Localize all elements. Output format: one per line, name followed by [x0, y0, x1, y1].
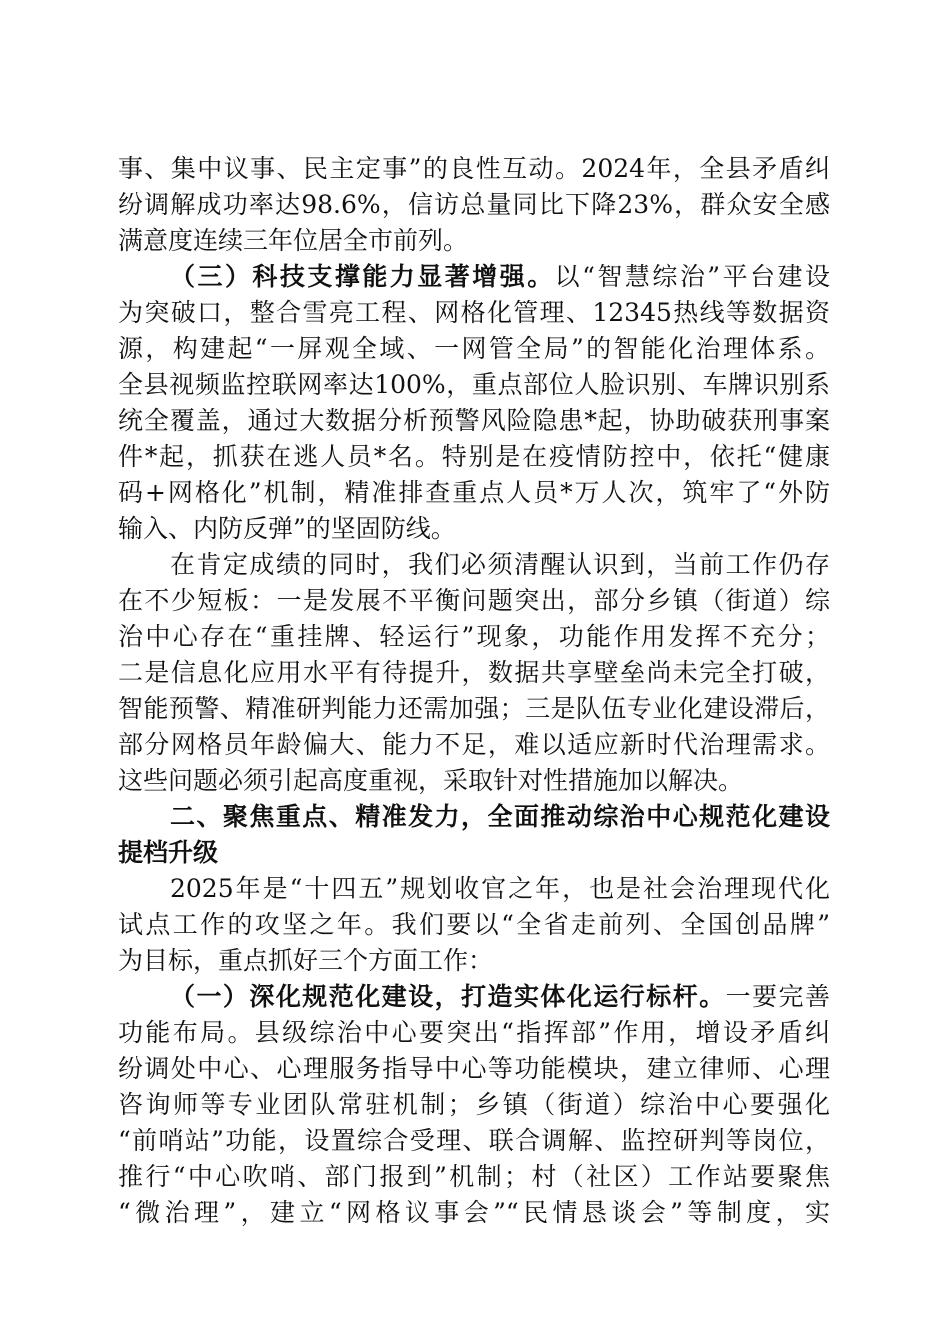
section-subheading: （一）深化规范化建设，打造实体化运行标杆。: [170, 982, 726, 1011]
paragraph-line: 事、集中议事、民主定事”的良性互动。2024年，全县矛盾纠: [118, 154, 830, 183]
paragraph-line: 2025年是“十四五”规划收官之年，也是社会治理现代化: [170, 874, 830, 903]
paragraph-line: 治中心存在“重挂牌、轻运行”现象，功能作用发挥不充分；: [118, 622, 830, 651]
paragraph-line: 为突破口，整合雪亮工程、网格化管理、12345热线等数据资: [118, 298, 830, 327]
section-subheading: （三）科技支撑能力显著增强。: [170, 262, 555, 291]
paragraph-line: 咨询师等专业团队常驻机制；乡镇（街道）综治中心要强化: [118, 1090, 830, 1119]
paragraph-line: 试点工作的攻坚之年。我们要以“全省走前列、全国创品牌”: [118, 910, 830, 939]
paragraph-text: 一要完善: [725, 982, 830, 1011]
paragraph-line: 在肯定成绩的同时，我们必须清醒认识到，当前工作仍存: [170, 550, 830, 579]
paragraph-line: 部分网格员年龄偏大、能力不足，难以适应新时代治理需求。: [118, 730, 830, 759]
paragraph-line: 在不少短板：一是发展不平衡问题突出，部分乡镇（街道）综: [118, 586, 830, 615]
paragraph-line: 满意度连续三年位居全市前列。: [118, 226, 469, 255]
paragraph-line: 智能预警、精准研判能力还需加强；三是队伍专业化建设滞后，: [118, 694, 830, 723]
paragraph-text: 以“智慧综治”平台建设: [554, 262, 830, 291]
paragraph-line: “微治理”，建立“网格议事会”“民情恳谈会”等制度，实: [118, 1198, 830, 1227]
paragraph-line: 全县视频监控联网率达100%，重点部位人脸识别、车牌识别系: [118, 370, 830, 399]
section-heading: 二、聚焦重点、精准发力，全面推动综治中心规范化建设: [170, 802, 830, 831]
paragraph-line: 码+网格化”机制，精准排查重点人员*万人次，筑牢了“外防: [118, 478, 830, 507]
paragraph-line: 纷调解成功率达98.6%，信访总量同比下降23%，群众安全感: [118, 190, 830, 219]
section-lead-line: [170, 260, 830, 294]
paragraph-line: 统全覆盖，通过大数据分析预警风险隐患*起，协助破获刑事案: [118, 406, 830, 435]
section-lead-line: [170, 980, 830, 1014]
paragraph-line: 纷调处中心、心理服务指导中心等功能模块，建立律师、心理: [118, 1054, 830, 1083]
paragraph-line: 为目标，重点抓好三个方面工作：: [118, 946, 494, 975]
section-heading: 提档升级: [118, 838, 219, 867]
paragraph-line: 输入、内防反弹”的坚固防线。: [118, 514, 456, 543]
paragraph-line: 功能布局。县级综治中心要突出“指挥部”作用，增设矛盾纠: [118, 1018, 830, 1047]
paragraph-line: 件*起，抓获在逃人员*名。特别是在疫情防控中，依托“健康: [118, 442, 830, 471]
paragraph-line: 二是信息化应用水平有待提升，数据共享壁垒尚未完全打破，: [118, 658, 830, 687]
paragraph-line: 源，构建起“一屏观全域、一网管全局”的智能化治理体系。: [118, 334, 830, 363]
paragraph-line: 这些问题必须引起高度重视，采取针对性措施加以解决。: [118, 766, 744, 795]
paragraph-line: “前哨站”功能，设置综合受理、联合调解、监控研判等岗位，: [118, 1126, 830, 1155]
paragraph-line: 推行“中心吹哨、部门报到”机制；村（社区）工作站要聚焦: [118, 1162, 830, 1191]
